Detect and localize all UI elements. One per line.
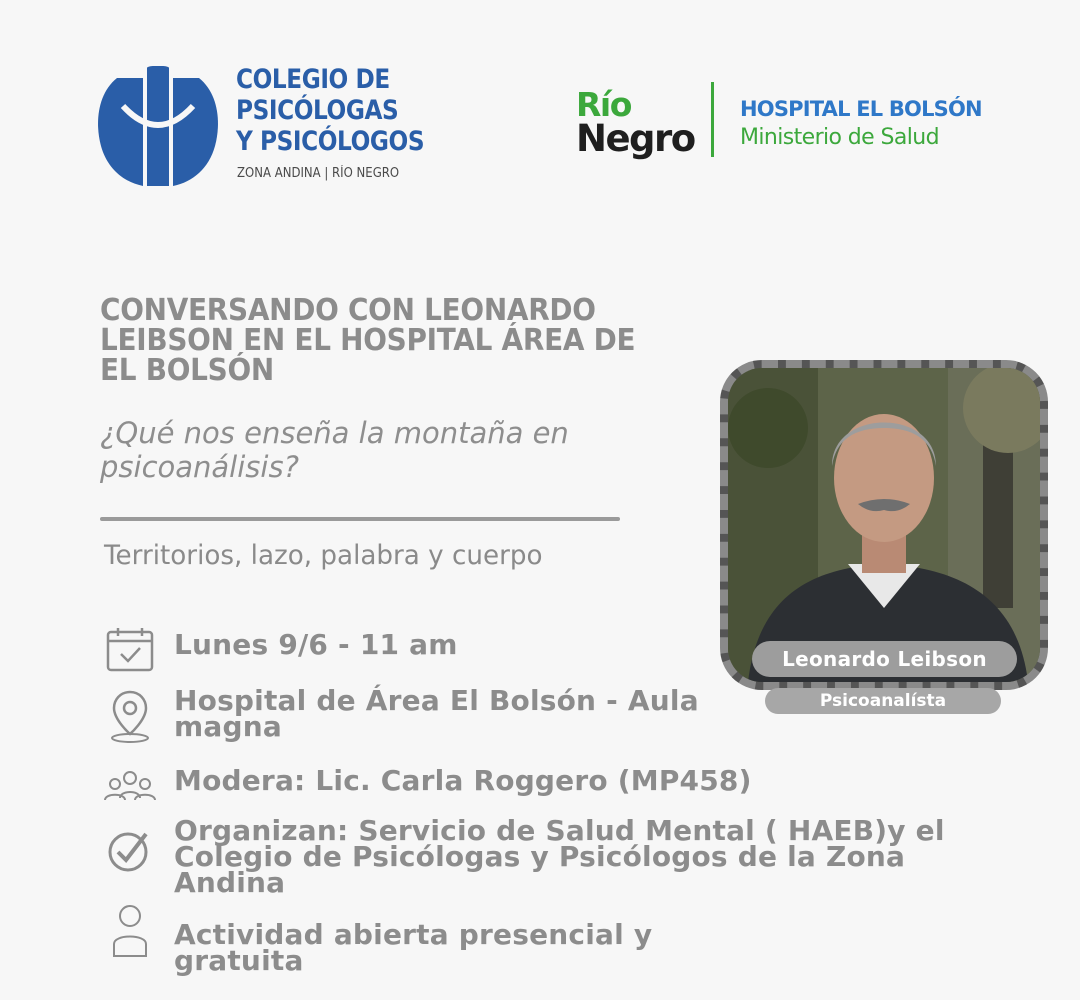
event-date: Lunes 9/6 - 11 am	[174, 628, 458, 661]
ministerio-label: Ministerio de Salud	[740, 125, 939, 150]
event-title: CONVERSANDO CON LEONARDO LEIBSON EN EL HOSPITAL ÁREA DE EL BOLSÓN	[100, 293, 636, 388]
colegio-name-line2: PSICÓLOGAS	[236, 95, 399, 126]
event-organizers: Organizan: Servicio de Salud Mental ( HAEB)y el Colegio de Psicólogas y Psicólogos de la Zona Andina	[174, 814, 945, 899]
check-circle-icon	[104, 826, 156, 874]
hospital-name: HOSPITAL EL BOLSÓN	[740, 97, 982, 121]
speaker-portrait-illustration	[728, 368, 1040, 682]
colegio-name-line3: Y PSICÓLOGOS	[236, 126, 425, 157]
rio-negro-logo	[576, 85, 695, 160]
rio-word: Río	[576, 85, 631, 124]
event-question: ¿Qué nos enseña la montaña en psicoanálisis?	[100, 416, 569, 484]
people-group-icon	[100, 764, 160, 812]
event-topics: Territorios, lazo, palabra y cuerpo	[104, 540, 543, 571]
event-moderator: Modera: Lic. Carla Roggero (MP458)	[174, 764, 752, 797]
event-location: Hospital de Área El Bolsón - Aula magna	[174, 684, 699, 743]
calendar-icon	[104, 626, 156, 674]
negro-word: Negro	[576, 117, 695, 160]
event-access: Actividad abierta presencial y gratuita	[174, 918, 653, 977]
title-divider	[100, 517, 620, 521]
colegio-name-line1: COLEGIO DE	[236, 64, 390, 95]
logo-divider	[711, 82, 714, 157]
speaker-role-badge: Psicoanalísta	[765, 688, 1001, 714]
colegio-psi-logo	[95, 66, 221, 188]
speaker-name-badge: Leonardo Leibson	[752, 641, 1017, 677]
person-icon	[104, 902, 156, 958]
colegio-subtitle: ZONA ANDINA | RÍO NEGRO	[237, 166, 400, 181]
location-pin-icon	[104, 688, 156, 744]
